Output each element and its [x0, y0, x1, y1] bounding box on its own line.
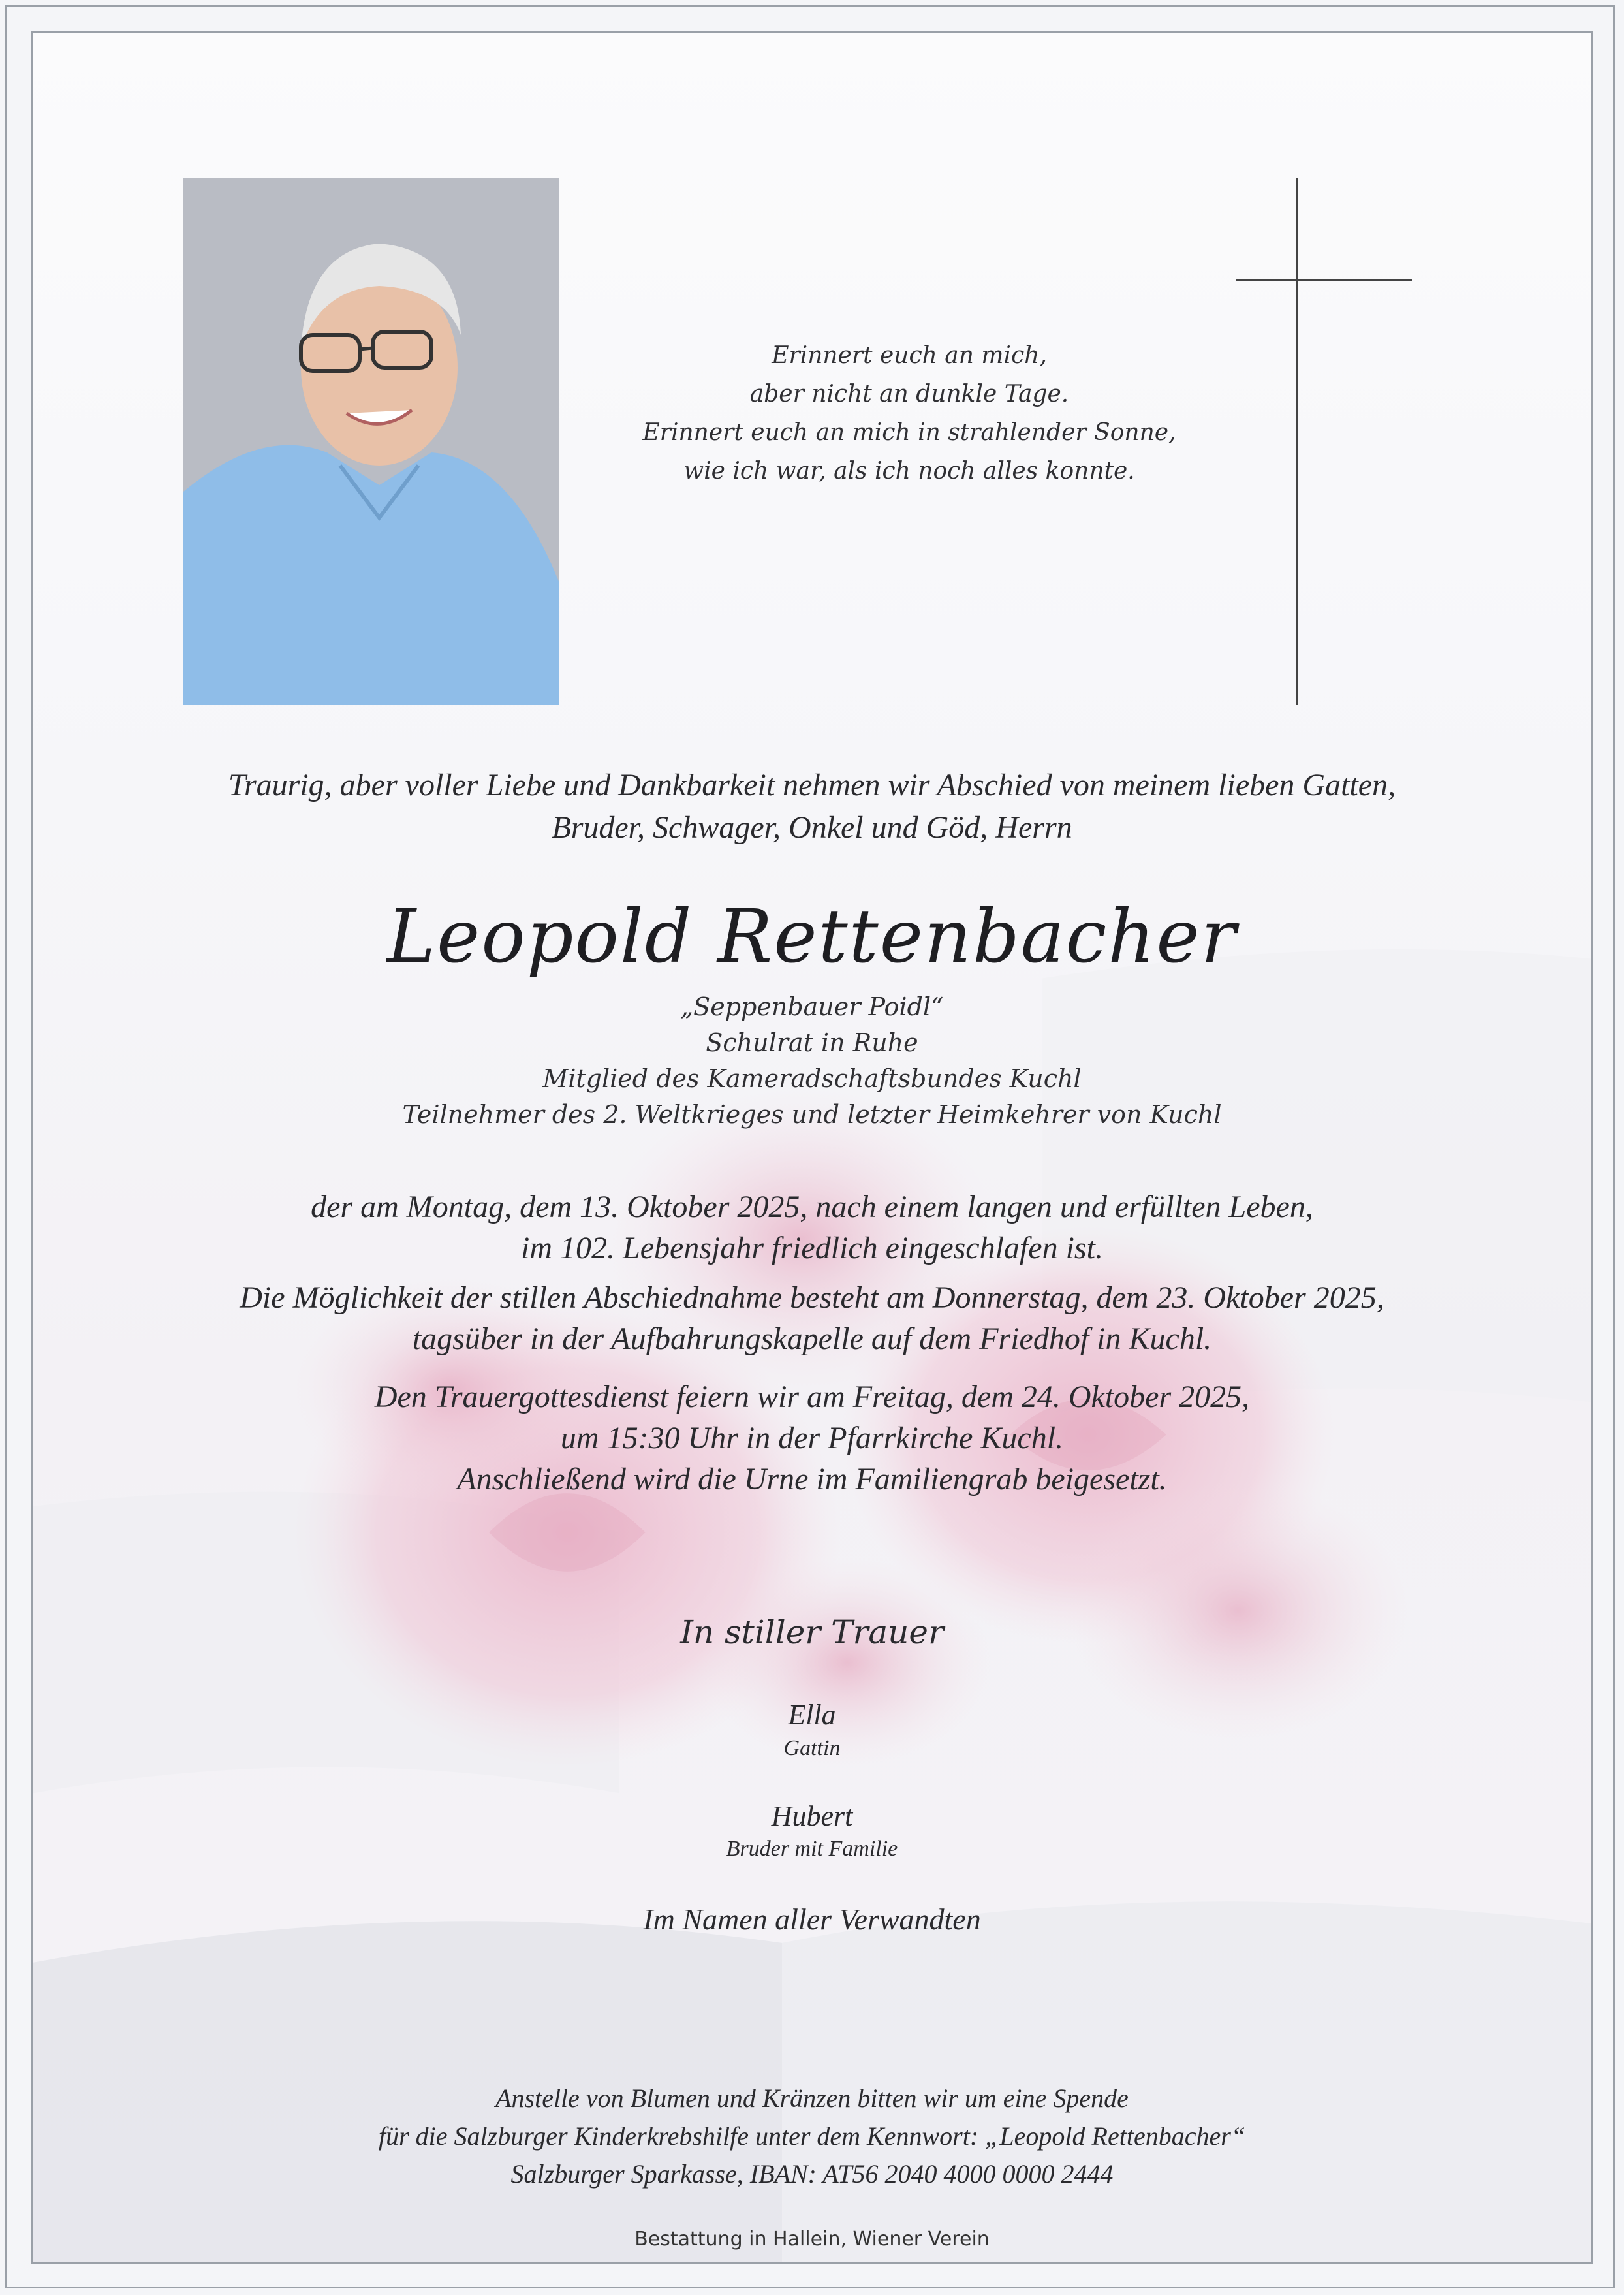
donation-iban: Salzburger Sparkasse, IBAN: AT56 2040 4000 0000 2444: [510, 2159, 1114, 2189]
poem-line: wie ich war, als ich noch alles konnte.: [683, 458, 1135, 484]
donation-line: Anstelle von Blumen und Kränzen bitten wir um eine Spende: [495, 2083, 1129, 2113]
paragraph-line: der am Montag, dem 13. Oktober 2025, nach einem langen und erfüllten Leben,: [311, 1190, 1313, 1224]
mourner-relation: Bruder mit Familie: [726, 1837, 898, 1861]
paragraph-line: tagsüber in der Aufbahrungskapelle auf dem Friedhof in Kuchl.: [412, 1322, 1212, 1356]
farewell-paragraph: [31, 1277, 1593, 1359]
intro-text: [31, 764, 1593, 849]
poem-line: aber nicht an dunkle Tage.: [749, 381, 1069, 407]
mourner-name: Ella: [788, 1699, 836, 1731]
mourner-relation: Gattin: [783, 1736, 841, 1760]
portrait-photo: [183, 178, 559, 705]
funeral-home-footer: Bestattung in Hallein, Wiener Verein: [634, 2228, 990, 2251]
paragraph-line: im 102. Lebensjahr friedlich eingeschlafen ist.: [521, 1231, 1103, 1265]
donation-request: [31, 2080, 1593, 2193]
title-line: Schulrat in Ruhe: [706, 1028, 918, 1057]
paragraph-line: Den Trauergottesdienst feiern wir am Freitag, dem 24. Oktober 2025,: [374, 1380, 1250, 1414]
cross-horizontal: [1236, 279, 1412, 281]
memorial-poem: [563, 336, 1255, 490]
paragraph-line: Die Möglichkeit der stillen Abschiednahme besteht am Donnerstag, dem 23. Oktober 2025,: [240, 1280, 1384, 1315]
mourning-heading: In stiller Trauer: [680, 1613, 944, 1651]
paragraph-line: Anschließend wird die Urne im Familiengrab beigesetzt.: [457, 1462, 1167, 1496]
poem-line: Erinnert euch an mich in strahlender Sonne,: [642, 419, 1176, 446]
all-relatives: Im Namen aller Verwandten: [643, 1903, 981, 1936]
poem-line: Erinnert euch an mich,: [772, 342, 1047, 369]
intro-line: Bruder, Schwager, Onkel und Göd, Herrn: [552, 810, 1072, 845]
title-line: Mitglied des Kameradschaftsbundes Kuchl: [542, 1064, 1082, 1093]
intro-line: Traurig, aber voller Liebe und Dankbarkeit nehmen wir Abschied von meinem lieben Gatten,: [228, 768, 1396, 802]
mourner-name: Hubert: [771, 1800, 853, 1832]
paragraph-line: um 15:30 Uhr in der Pfarrkirche Kuchl.: [560, 1421, 1064, 1455]
deceased-titles: [31, 989, 1593, 1133]
portrait-illustration: [183, 178, 559, 705]
cross-vertical: [1296, 178, 1298, 705]
nickname: „Seppenbauer Poidl“: [680, 992, 944, 1021]
donation-line: für die Salzburger Kinderkrebshilfe unter dem Kennwort: „Leopold Rettenbacher“: [378, 2121, 1246, 2151]
death-notice-paragraph: [31, 1186, 1593, 1269]
service-paragraph: [31, 1376, 1593, 1500]
deceased-name: Leopold Rettenbacher: [386, 894, 1238, 979]
title-line: Teilnehmer des 2. Weltkrieges und letzter Heimkehrer von Kuchl: [402, 1100, 1222, 1129]
